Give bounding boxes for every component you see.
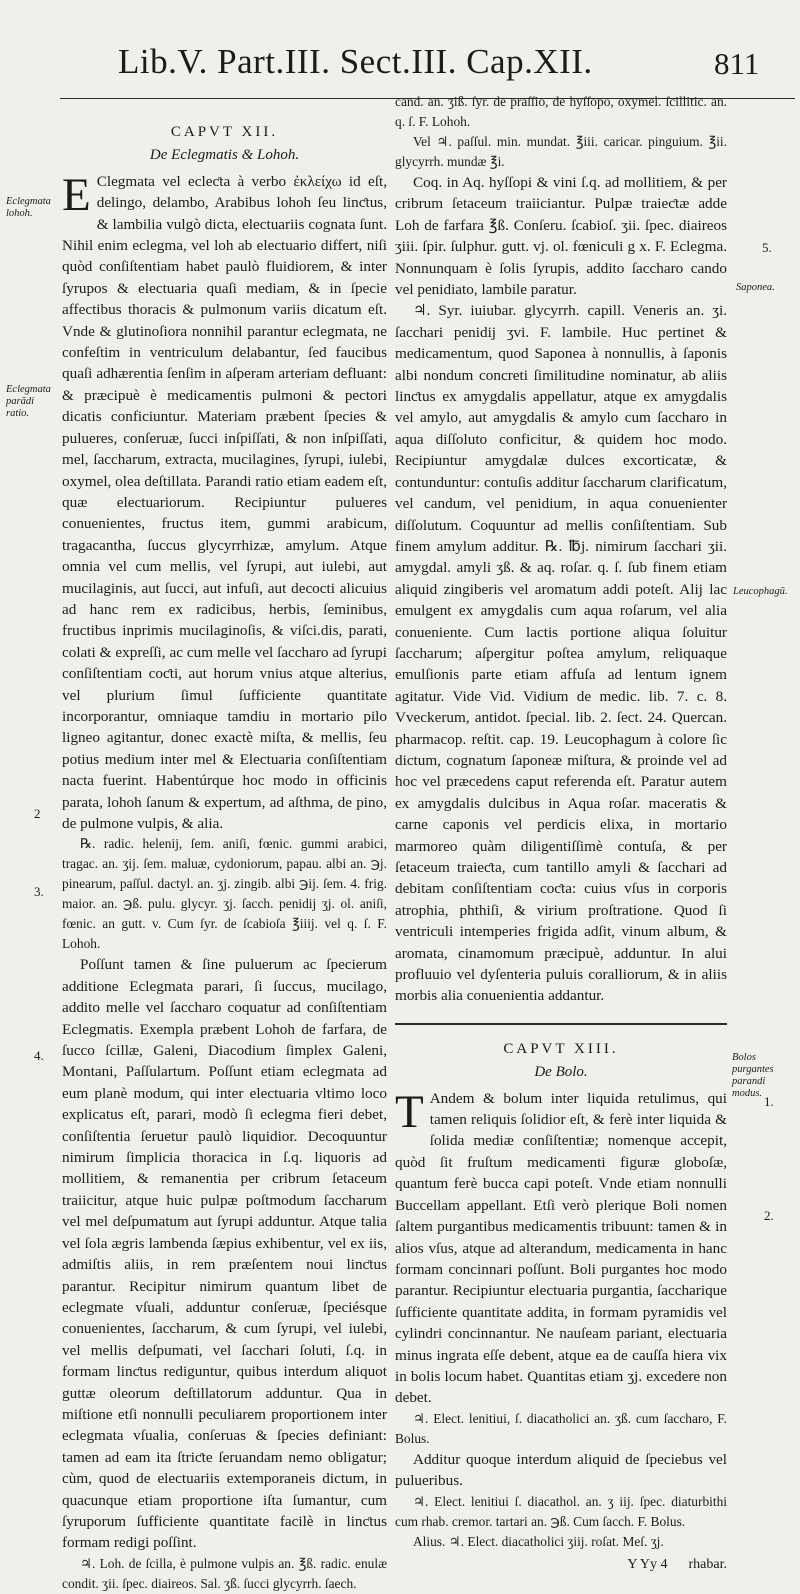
margin-number: 1.	[764, 1094, 774, 1109]
chapter-subtitle: De Bolo.	[534, 1064, 588, 1081]
margin-note-parandi-ratio: Eclegmata parãdi ratio.	[6, 384, 51, 419]
recipe: Alius. ♃. Elect. diacatholici ʒiij. roſat. Meſ. ʒj.	[413, 1533, 664, 1549]
margin-number: 2	[34, 806, 41, 821]
chapter-heading: CAPVT XIII.	[503, 1040, 619, 1057]
left-column	[62, 120, 387, 1594]
margin-number: 4.	[34, 1048, 44, 1063]
section-divider	[395, 1023, 727, 1025]
recipe: Vel ♃. paſſul. min. mundat. ℥iii. caricar. pinguium. ℥ii. glycyrrh. mundæ ℥i.	[395, 134, 727, 169]
recipe: cand. an. ʒiß. ſyr. de praſſio, de hyſſopo, oxymel. ſcillitic. an. q. ſ. F. Lohoh.	[395, 94, 727, 129]
margin-note-saponea: Saponea.	[736, 282, 775, 293]
signature-mark: Y Yy 4	[627, 1556, 668, 1572]
recipe: ♃. Loh. de ſcilla, è pulmone vulpis an. ℥ß. radic. enulæ condit. ʒii. ſpec. diaireos. Sal. ʒß. ſucci glycyrrh. ſaech.	[62, 1555, 387, 1591]
body-paragraph	[62, 168, 387, 835]
margin-note-eclegmata-lohoh: Eclegmata lohoh.	[6, 196, 51, 219]
margin-number: 3.	[34, 884, 44, 899]
signature-line	[395, 1554, 727, 1575]
margin-note-leucophagum: Leucophagũ.	[733, 586, 788, 597]
margin-note-bolos: Bolos purgantes parandi modus.	[732, 1052, 774, 1099]
paragraph-text: Andem & bolum inter liquida retulimus, qui tamen reliquis ſolidior eſt, & ferè inter liquida & ſolida mediæ conſiſtentiæ; nomenque accepit, quòd ſit fruſtum medicamenti figuræ globoſæ, quantum ferè bucca capi poteſt. Vnde etiam nonnulli Buccellam appellant. Etſi verò plerique Boli nomen ſaltem purgantibus medicamentis tribuunt: tamen & in alios vſus, atque ad alterandum, medicamenta in hanc formam concinnari poſſunt. Boli purgantes hoc modo parantur. Recipiuntur electuaria purgantia, ſaccharique ſufficiente quantitate addita, in formam pyramidis vel cylindri concinnantur. Ne nauſeam pariant, electuaria minus ingrata eſſe debent, atque ea de cauſſa hiera vix in bolis locum habet. Quantitas etiam ʒj. excedere non debet.	[395, 1089, 727, 1407]
drop-cap: T	[395, 1085, 424, 1138]
body-paragraph: ♃. Syr. iuiubar. glycyrrh. capill. Veneris an. ʒi. ſacchari penidij ʒvi. F. lambile. Huc pertinet & medicamentum, quod Saponea à nonnullis, à ſaponis albi nondum concreti ſimilitudine nominatur, ab aliis linƈtus ex amygdalis appellatur, atque ex amygdalis vel amylo, aut amygdalis & amylo cum ſaccharo in aqua diſſoluto conficitur, & quidem hoc modo. Recipiuntur amygdalæ dulces excorticatæ, & contunduntur: contuſis additur ſaccharum clarificatum, vel candum, vel penidium, in aqua conuenienter diſſolutum. Coquuntur ad mellis conſiſtentiam. Sub finem amylum additur. ℞. ℔j. nimirum ſacchari ʒii. amygdal. amyli ʒß. & aq. roſar. q. ſ. ſub finem etiam aliquid zingiberis vel aromatum addi poteſt. Alij lac emulgent ex amygdalis cum aqua roſarum, vel alia conueniente. Cum lactis portione aliqua ſoluitur ſaccharum; aſpergitur poſtea amylum, reliquaque emulſionis parte etiam affuſa ad lentum ignem agitatur. Vide Vid. Vidium de medic. lib. 7. c. 8. Vveckerum, antidot. ſpecial. lib. 2. ſect. 24. Quercan. pharmacop. reſtit. cap. 19. Leucophagum à colore ſic dictum, cognatum ſaponeæ miſtura, & proinde vel ad hoc vel præcedens caput referenda eſt. Paratur autem ex amygdalis dulcibus in Aqua roſar. maceratis & carne caponis vel perdicis elixa, in mortario marmoreo quàm diligentiſſimè contuſa, & per ſetaceum traieƈta, cum tantillo amyli & ſacchari ad debitam conſiſtentiam coƈta: cuius vſus in corporis atrophia, phthiſi, & virium proſtratione. Quod ſi ventriculi intemperies frigida adſit, vinum album, & aromata, cinamomum præcipuè, adduntur. In alui profluuio vel dyſenteria puluis coralliorum, & in aliis morbis alia conuenientia addantur.	[395, 302, 727, 1005]
catchword: rhabar.	[688, 1556, 727, 1572]
page-number: 811	[714, 46, 760, 81]
recipe: ℞. radic. helenij, ſem. aniſi, fœnic. gummi arabici, tragac. an. ʒij. ſem. maluæ, cydoniorum, papau. albi an. ℈j. pinearum, paſſul. dactyl. an. ʒj. zingib. albi ℈ij. ſem. 4. frig. maior. an. ℈ß. pulu. glycyr. ʒj. ſacch. penidij ʒj. ol. aniſi, fœnic. an gutt. v. Cum ſyr. de ſcabioſa ℥iiij. vel q. ſ. F. Lohoh.	[62, 836, 387, 952]
running-head: Lib.V. Part.III. Sect.III. Cap.XII.	[118, 42, 593, 81]
margin-number: 5.	[762, 240, 772, 255]
recipe: ♃. Elect. lenitiui, ſ. diacatholici an. ʒß. cum ſaccharo, F. Bolus.	[395, 1410, 727, 1446]
body-paragraph	[395, 1085, 727, 1409]
chapter-subtitle: De Eclegmatis & Lohoh.	[149, 147, 300, 164]
body-paragraph: Poſſunt tamen & ſine puluerum ac ſpecierum additione Eclegmata parari, ſi ſuccus, mucilago, addito melle vel ſaccharo coquatur ad conſiſtentiam Eclegmatis. Exempla præbent Lohoh de farfara, de ſucco ſcillæ, Galeni, Diacodium ſimplex Galeni, Montani, Paſſulartum. Poſſunt etiam eclegmata ad eum planè modum, qui inter electuaria vltimo loco explicatus eſt, parari, modò ſi eclegma fieri debet, conſiſtentia ſeruetur paulò liquidior. Decoquuntur nimirum ſimplicia thoracica in ſ.q. liquoris ad mollitiem, & remanentia per cribrum ſetaceum traiicitur, atque huic pulpæ poſtmodum ſaccharum vel mel deſpumatum aut ſyrupi adduntur. Atque talia vel ſola ægris lambenda ſæpius exhibentur, vel ex iis, admiſtis aliis, in rem præſentem noui linƈtus parantur. Recipitur nimirum quantum libet de eclegmate vſuali, adduntur conſeruæ, ſpeciésque conuenientes, ſaccharum, & cum ſyrupi, vel iulebi, vel mellis deſpumati, vel ſacchari ſoluti, ſ.q. in formam linƈtus rediguntur, quibus interdum aliquot guttæ oleorum deſtillatorum adduntur. Qua in miſtione etſi nonnulli peculiarem proportionem inter eclegmata vſualia, conſeruas & ſpecies definiant: tamen ad eam ita ſtriƈte ſeruandam nemo obligatur; cùm, quod de electuariis extemporaneis dictum, in quacunque etiam proportione iſta ſumantur, cum ſyruporum ſufficiente quantitate facilè in linƈtus formam redigi poſſint.	[62, 956, 387, 1552]
body-paragraph: Additur quoque interdum aliquid de ſpeciebus vel pulueribus.	[395, 1450, 727, 1490]
right-column	[395, 92, 727, 1575]
chapter-heading: CAPVT XII.	[170, 124, 279, 140]
paragraph-text: Clegmata vel ecleƈta à verbo ἐκλείχω id eſt, delingo, delambo, Arabibus lohoh ſeu linƈtus, & lambilia vulgò dicta, electuariis cognata ſunt. Nihil enim eclegma, vel loh ab electuario differt, niſi quòd conſiſtentiam habet paulò fluidiorem, & inter ſyrupos & electuaria quaſi mediam, & in ſpecie affectibus thoracis & pulmonum variis dicatum eſt. Vnde & glutinoſiora nonnihil parantur eclegmata, ne confeſtim in ventriculum delabantur, ſed faucibus quaſi adhærentia ſenſim in aſperam arteriam defluant: & præcipuè è medicamentis pulmoni & pectori dicatis conficiuntur. Materiam præbent ſpecies & pulueres, conſeruæ, ſucci inſpiſſati, & non inſpiſſati, mel, ſaccharum, extracta, mucilagines, ſyrupi, iulebi, oxymel, olea deſtillata. Parandi ratio etiam eadem eſt, quæ electuariorum. Recipiuntur pulueres conuenientes, fructus item, gummi arabicum, tragacantha, ſuccus glycyrrhizæ, amylum. Atque omnia vel cum mellis, vel ſyrupi, aut iulebi, aut mucilaginis, aut ſucci, aut infuſi, aut decocti alicuius ad hanc rem ex radicibus, herbis, ſeminibus, fructibus inprimis mucilaginoſis, & viſci.dis, parati, colati & expreſſi, ac cum melle vel ſaccharo ad ſyrupi conſiſtentiam coƈti, aut horum vnius atque alterius, vel plurium ſimul ſufficiente quantitate incorporantur, omniaque tamdiu in mortario pilo ligneo agitantur, donec exactè miſta, & mellis, ſeu potius medium inter mel & Electuaria conſiſtentiam nacta fuerint. Habentúrque hoc modo in officinis parata, lohoh ſanum & expertum, ad aſthma, de pino, de pulmone vulpis, & alia.	[62, 172, 387, 832]
recipe: ♃. Elect. lenitiui ſ. diacathol. an. ʒ iij. ſpec. diaturbithi cum rhab. cremor. tartari an. ℈ß. Cum ſacch. F. Bolus.	[395, 1493, 727, 1529]
body-paragraph: Coq. in Aq. hyſſopi & vini ſ.q. ad mollitiem, & per cribrum ſetaceum traiiciantur. Pulpæ traieƈtæ adde Loh de farfara ℥ß. Conſeru. ſcabioſ. ʒii. ſpec. diaireos ʒiii. ſpir. ſulphur. gutt. vj. ol. fœniculi g x. F. Eclegma. Nonnunquam è ſolis ſyrupis, addito ſaccharo cando vel penidiato, lambile paratur.	[395, 174, 727, 299]
margin-number: 2.	[764, 1208, 774, 1223]
drop-cap: E	[62, 168, 91, 221]
